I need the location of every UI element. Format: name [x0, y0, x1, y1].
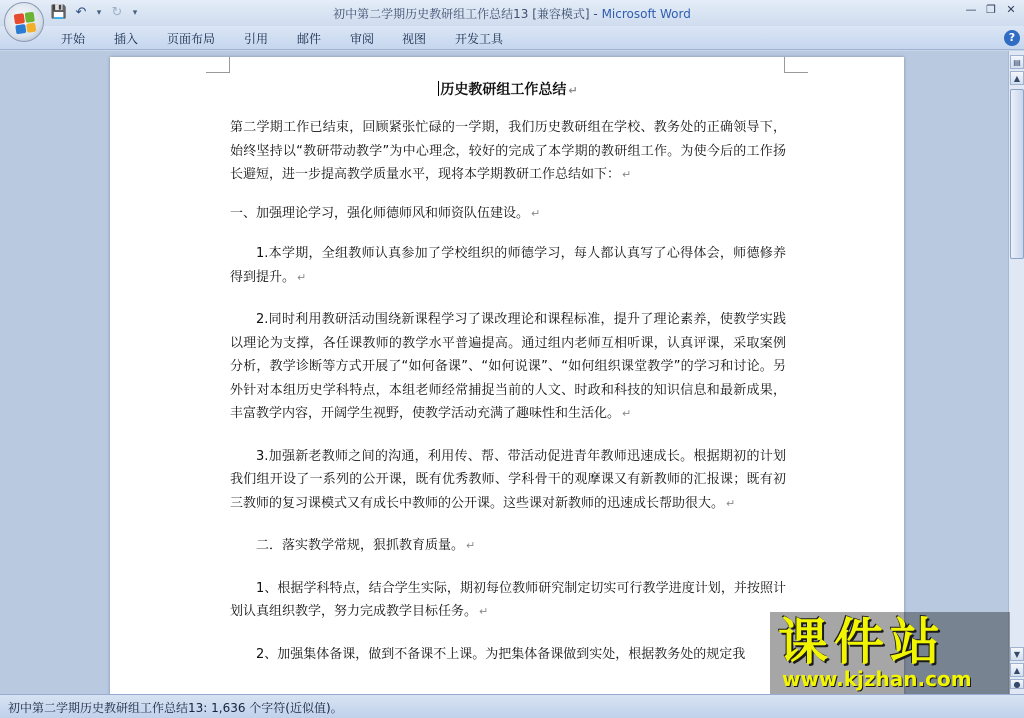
paragraph-mark: ↵ — [531, 206, 541, 220]
paragraph[interactable]: 2.同时利用教研活动围绕新课程学习了课改理论和课程标准，提升了理论素养，使教学实践以理论为支撑，各任课教师的教学水平普遍提高。通过组内老师互相听课，认真评课，采取案例分析，教学诊断等方式开展了“如何备课”、“如何说课”、“如何组织课堂教学”的学习和讨论。另外针对本组历史学科特点，本组老师经常捕捉当前的人文、时政和科技的知识信息和最新成果，丰富教学内容，开阔学生视野，使教学活动充满了趣味性和生活化。 ↵ — [230, 312, 786, 421]
restore-icon[interactable]: ❐ — [986, 3, 996, 16]
browse-object-icon[interactable]: ● — [1010, 679, 1024, 689]
undo-icon[interactable]: ↶ — [75, 5, 87, 20]
paragraph-mark: ↵ — [622, 407, 632, 420]
document-title-text: 初中第二学期历史教研组工作总结13 [兼容模式] - — [333, 7, 602, 21]
paragraph-mark: ↵ — [297, 270, 307, 284]
undo-dropdown-icon[interactable]: ▾ — [96, 8, 102, 18]
tab-insert[interactable]: 插入 — [114, 32, 139, 46]
customize-qat-icon[interactable]: ▾ — [132, 8, 138, 18]
watermark-logo — [770, 612, 1010, 694]
paragraph[interactable]: 1.本学期，全组教师认真参加了学校组织的师德学习，每人都认真写了心得体会，师德修养得到提升。 ↵ — [230, 246, 786, 285]
office-button[interactable] — [4, 2, 44, 42]
tab-page-layout[interactable]: 页面布局 — [167, 32, 216, 46]
crop-mark-top-left — [206, 57, 230, 73]
minimize-icon[interactable]: — — [965, 3, 977, 16]
help-icon[interactable]: ? — [1004, 30, 1020, 46]
office-logo-icon — [14, 12, 37, 35]
scroll-up-icon[interactable]: ▲ — [1010, 71, 1024, 85]
tab-references[interactable]: 引用 — [244, 32, 269, 46]
tab-home[interactable]: 开始 — [61, 32, 86, 46]
previous-page-icon[interactable]: ▲ — [1010, 663, 1024, 677]
ribbon-tabs — [0, 26, 1024, 50]
redo-icon[interactable]: ↻ — [111, 5, 123, 20]
app-name: Microsoft Word — [601, 7, 691, 21]
view-ruler-icon[interactable]: ▤ — [1010, 55, 1024, 69]
document-page[interactable] — [110, 57, 904, 694]
section-heading[interactable]: 二．落实教学常规，狠抓教育质量。 ↵ — [256, 538, 476, 553]
status-text: 初中第二学期历史教研组工作总结13: 1,636 个字符(近似值)。 — [8, 701, 343, 715]
paragraph-mark: ↵ — [726, 496, 736, 510]
window-controls — [964, 3, 1018, 17]
paragraph[interactable]: 2、加强集体备课，做到不备课不上课。为把集体备课做到实处，根据教务处的规定我 — [256, 646, 746, 662]
save-icon[interactable]: 💾 — [50, 5, 68, 20]
tab-view[interactable]: 视图 — [402, 32, 427, 46]
paragraph-mark: ↵ — [622, 168, 632, 181]
watermark-brand: 课件站 — [778, 613, 946, 671]
scrollbar-thumb[interactable] — [1010, 89, 1024, 259]
tab-developer[interactable]: 开发工具 — [455, 32, 504, 46]
tab-review[interactable]: 审阅 — [350, 32, 375, 46]
status-bar — [0, 694, 1024, 718]
paragraph-mark: ↵ — [466, 539, 476, 552]
watermark-url: www.kjzhan.com — [782, 667, 972, 691]
document-workspace — [0, 51, 1008, 694]
vertical-scrollbar[interactable] — [1008, 51, 1024, 694]
paragraph[interactable]: 1、根据学科特点，结合学生实际，期初每位教师研究制定切实可行教学进度计划，并按照计划认真组织教学，努力完成教学目标任务。 ↵ — [230, 580, 786, 619]
crop-mark-top-right — [784, 57, 808, 73]
document-body[interactable] — [230, 80, 786, 666]
window-title — [0, 5, 1024, 22]
paragraph-mark: ↵ — [568, 84, 578, 97]
title-bar — [0, 0, 1024, 26]
paragraph[interactable]: 3.加强新老教师之间的沟通，利用传、帮、带活动促进青年教师迅速成长。根据期初的计划我们组开设了一系列的公开课，既有优秀教师、学科骨干的观摩课又有新教师的汇报课；既有初三教师的复习课模式又有成长中教师的公开课。这些课对新教师的迅速成长帮助很大。 ↵ — [230, 448, 786, 511]
close-icon[interactable]: ✕ — [1006, 3, 1016, 16]
document-heading[interactable]: 历史教研组工作总结 ↵ — [440, 82, 578, 98]
scroll-down-icon[interactable]: ▼ — [1010, 647, 1024, 661]
paragraph-mark: ↵ — [479, 605, 489, 618]
tab-mailings[interactable]: 邮件 — [297, 32, 322, 46]
paragraph[interactable]: 第二学期工作已结束，回顾紧张忙碌的一学期，我们历史教研组在学校、教务处的正确领导下，始终坚持以“教研带动教学”为中心理念，较好的完成了本学期的教研组工作。为使今后的工作扬长避短，进一步提高教学质量水平，现将本学期教研工作总结如下： ↵ — [230, 120, 786, 182]
section-heading[interactable]: 一、加强理论学习，强化师德师风和师资队伍建设。 ↵ — [230, 205, 541, 221]
